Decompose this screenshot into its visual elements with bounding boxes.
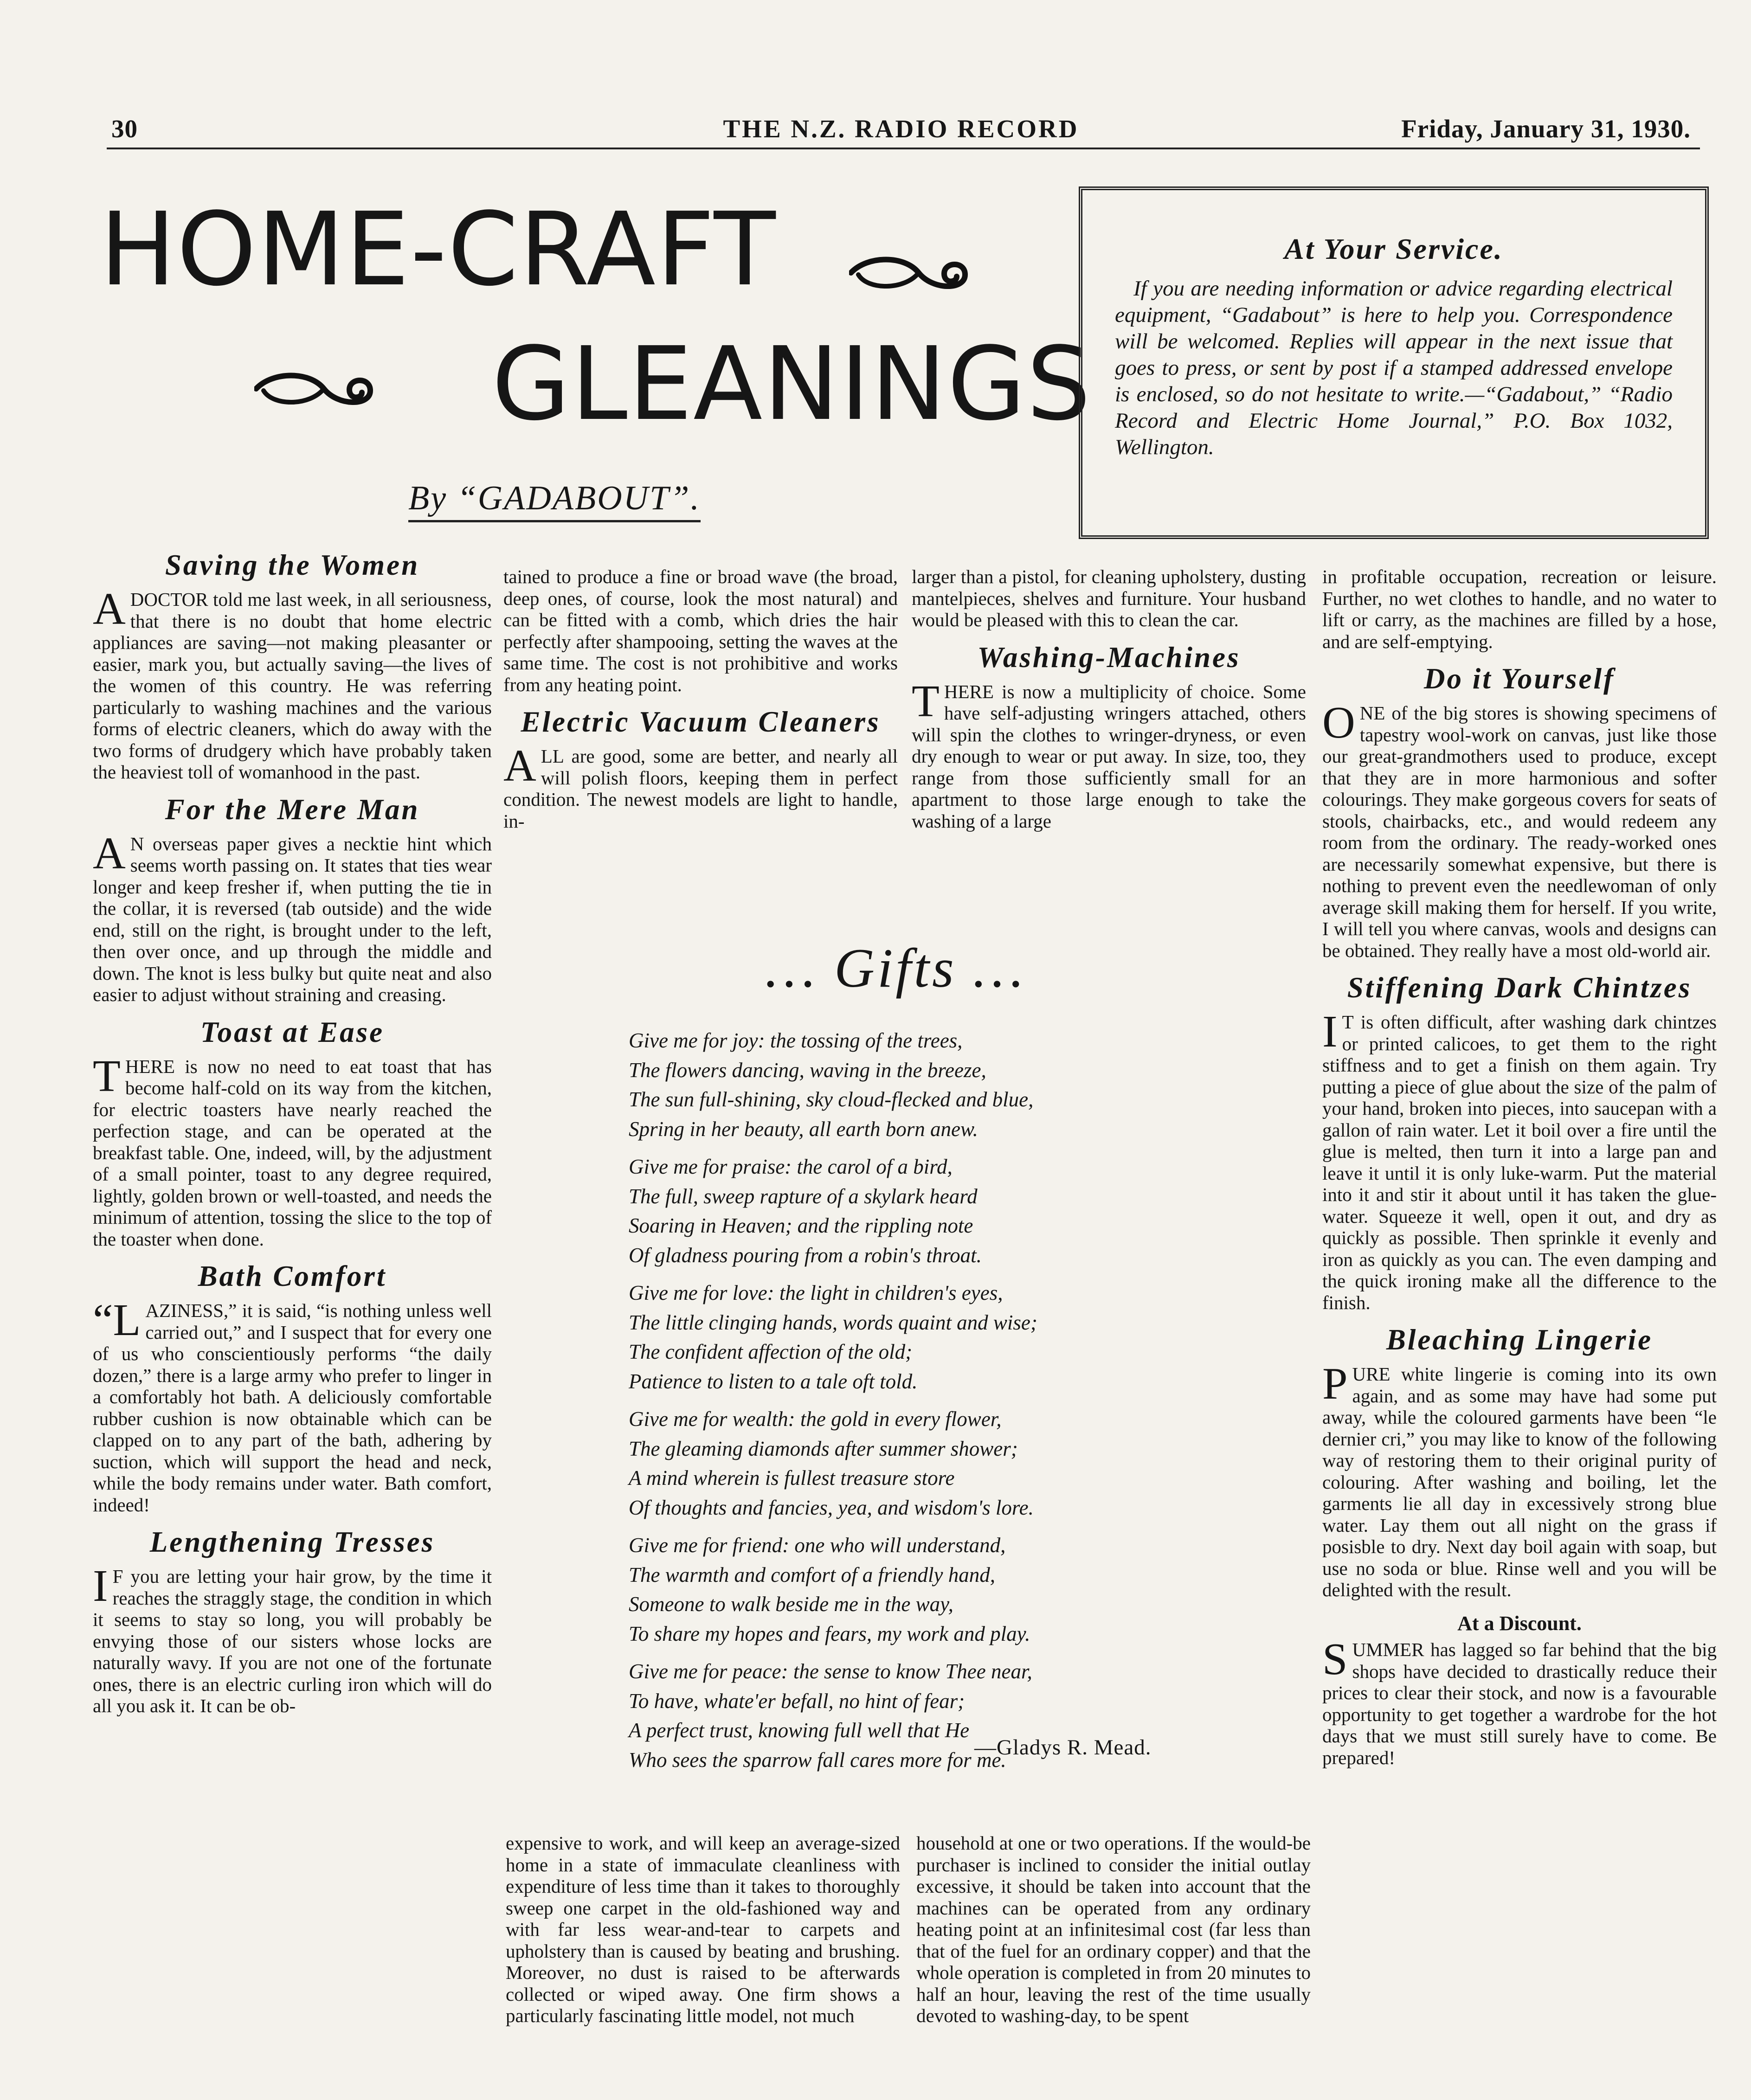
poem-line: Someone to walk beside me in the way, <box>629 1593 953 1616</box>
page-header <box>111 114 1691 151</box>
drop-cap: T <box>912 676 940 726</box>
article-stiffening-dark-chintzes: I T is often difficult, after washing dark chintzes or printed calicoes, to get them to the right stiffness and to get a finish on them again. Try putting a piece of glue about the size of the palm of your hand, broken into pieces, into saucepan with a gallon of rain water. Let it boil over a fire until the glue is melted, then turn it into a large pan and leave it until it is only luke-warm. Put the material into it and stir it about until it has taken the glue-water. Squeeze it well, open it out, and dry as quickly as possible. Then sprinkle it evenly and iron as quickly as you can. The even damping and the quick ironing make all the difference to the finish. <box>1322 1007 1717 1313</box>
heading-do-it-yourself: Do it Yourself <box>1424 662 1615 695</box>
column-1 <box>93 550 492 1723</box>
article-washing-machines: THERE is now a multiplicity of choice. Some have self-adjusting wringers attached, others will spin the clothes to wringer-dryness, or even dry enough to wear or put away. In size, too, they range from those sufficiently small for an apartment to those large enough to take the washing of a large <box>912 676 1306 832</box>
poem-line: The full, sweep rapture of a skylark heard <box>629 1184 978 1208</box>
column-3-top <box>912 566 1306 838</box>
poem-line: The flowers dancing, waving in the breeze, <box>629 1058 986 1082</box>
poem-line: The confident affection of the old; <box>629 1340 913 1363</box>
column-4 <box>1322 566 1717 1775</box>
poem-line: Who sees the sparrow fall cares more for me. <box>629 1748 1006 1772</box>
poem-line: Spring in her beauty, all earth born anew. <box>629 1117 978 1141</box>
drop-cap: I <box>1322 1007 1338 1057</box>
article-for-the-mere-man: A N overseas paper gives a necktie hint which seems worth passing on. It states that ties wear longer and keep fresher if, when putting the tie in the collar, it is reversed (tab outside) and the wide end, still on the right, is brought under to the left, then over once, and up through the middle and down. The knot is less bulky but quite neat and also easier to adjust without straining and creasing. <box>93 828 492 1005</box>
drop-cap: “L <box>93 1295 141 1345</box>
poem-stanza <box>629 1152 1176 1270</box>
poem-author: —Gladys R. Mead. <box>974 1735 1152 1760</box>
column-2-bottom <box>506 1832 900 2033</box>
drop-cap: A <box>93 828 126 879</box>
article-lengthening-tresses: I F you are letting your hair grow, by the time it reaches the straggly stage, the condition in which it seems to stay so long, you will probably be envying those of our sisters whose locks are naturally wavy. If you are not one of the fortunate ones, there is an electric curling iron which will do all you ask it. It can be ob- <box>93 1561 492 1716</box>
drop-cap: A <box>503 741 536 791</box>
poem-line: Of gladness pouring from a robin's throat. <box>629 1243 982 1267</box>
heading-washing-machines: Washing-Machines <box>977 641 1241 674</box>
continued-vacuum-cleaners: larger than a pistol, for cleaning upholstery, dusting mantelpieces, shelves and furniture. Your husband would be pleased with this to clean the car. <box>912 566 1306 630</box>
heading-at-a-discount: At a Discount. <box>1457 1612 1582 1635</box>
poem-line: To have, whate'er befall, no hint of fear; <box>629 1689 965 1713</box>
drop-cap: A <box>93 584 126 634</box>
poem-line: The little clinging hands, words quaint and wise; <box>629 1310 1037 1334</box>
poem-line: Give me for praise: the carol of a bird, <box>629 1155 953 1178</box>
masthead-title-line1: HOME-CRAFT <box>100 191 777 308</box>
poem-stanza <box>629 1026 1176 1144</box>
poem-gifts <box>629 1026 1176 1783</box>
continued-washing-machines: household at one or two operations. If the would-be purchaser is inclined to consider the initial outlay excessive, it should be taken into account that the machines can be operated from any ordinary heating point at an infinitesimal cost (far less than that of the fuel for an ordinary copper) and that the whole operation is completed in from 20 minutes to half an hour, leaving the rest of the time usually devoted to washing-day, to be spent <box>916 1832 1311 2026</box>
continued-vacuum-economy: expensive to work, and will keep an average-sized home in a state of immaculate cleanliness with expenditure of less time than it takes to thoroughly sweep one carpet in the old-fashioned way and with far less wear-and-tear to carpets and upholstery than is caused by beating and brushing. Moreover, no dust is raised to be afterwards collected or wiped away. One firm shows a particularly fascinating little model, not much <box>506 1832 900 2026</box>
continued-washing-leisure: in profitable occupation, recreation or leisure. Further, no wet clothes to handle, and no water to lift or carry, as the machines are filled by a hose, and are self-emptying. <box>1322 566 1717 652</box>
heading-stiffening-dark-chintzes: Stiffening Dark Chintzes <box>1347 971 1692 1004</box>
heading-saving-the-women: Saving the Women <box>165 549 420 581</box>
at-your-service-box <box>1079 186 1709 539</box>
poem-line: The warmth and comfort of a friendly hand, <box>629 1563 995 1586</box>
page-number: 30 <box>111 115 138 143</box>
drop-cap: S <box>1322 1634 1348 1684</box>
poem-line: The sun full-shining, sky cloud-flecked and blue, <box>629 1088 1034 1111</box>
heading-electric-vacuum-cleaners: Electric Vacuum Cleaners <box>521 706 881 738</box>
drop-cap: T <box>93 1051 121 1101</box>
article-saving-the-women: ADOCTOR told me last week, in all seriousness, that there is no doubt that home electric appliances are saving—not making pleasanter or easier, mark you, but actually saving—the lives of the women of this country. He was referring particularly to washing machines and the various forms of electric cleaners, which do away with the two forms of drudgery which have probably taken the heaviest toll of womanhood in the past. <box>93 584 492 783</box>
poem-title: … Gifts … <box>765 937 1026 999</box>
drop-cap: P <box>1322 1359 1348 1409</box>
drop-cap: I <box>93 1561 108 1611</box>
heading-bath-comfort: Bath Comfort <box>198 1260 387 1292</box>
poem-line: The gleaming diamonds after summer shower; <box>629 1437 1018 1460</box>
column-2-top <box>503 566 898 838</box>
poem-line: Patience to listen to a tale oft told. <box>629 1369 918 1393</box>
poem-stanza <box>629 1278 1176 1396</box>
poem-stanza <box>629 1531 1176 1649</box>
poem-stanza <box>629 1405 1176 1522</box>
poem-line: A perfect trust, knowing full well that He <box>629 1719 970 1742</box>
poem-line: Give me for love: the light in children's eyes, <box>629 1281 1003 1304</box>
article-toast-at-ease: THERE is now no need to eat toast that has become half-cold on its way from the kitchen, for electric toasters have nearly reached the perfection stage, and can be operated at the breakfast table. One, indeed, will, by the adjustment of a small pointer, toast to any degree required, lightly, golden brown or well-toasted, and needs the minimum of attention, tossing the slice to the top of the toaster when done. <box>93 1051 492 1250</box>
paper-name: THE N.Z. RADIO RECORD <box>723 115 1079 143</box>
article-at-a-discount: SUMMER has lagged so far behind that the big shops have decided to drastically reduce their prices to clear their stock, and now is a favourable opportunity to get together a wardrobe for the hot days that we must still surely have to come. Be prepared! <box>1322 1634 1717 1768</box>
poem-line: Of thoughts and fancies, yea, and wisdom's lore. <box>629 1496 1034 1519</box>
heading-toast-at-ease: Toast at Ease <box>200 1015 385 1048</box>
scroll-ornament-left <box>254 366 376 411</box>
continued-curling-iron: tained to produce a fine or broad wave (the broad, deep ones, of course, look the most natural) and can be fitted with a comb, which dries the hair perfectly after shampooing, setting the waves at the same time. The cost is not prohibitive and works from any heating point. <box>503 566 898 695</box>
masthead-title-line2: GLEANINGS <box>492 326 1092 443</box>
poem-line: A mind wherein is fullest treasure store <box>629 1466 955 1490</box>
article-do-it-yourself: ONE of the big stores is showing specimens of tapestry wool-work on canvas, just like those our great-grandmothers used to produce, except that they are in more harmonious and softer colourings. They make gorgeous covers for seats of stools, chairbacks, etc., and would redeem any room from the ordinary. The ready-worked ones are necessarily somewhat expensive, but there is nothing to prevent even the needlewoman of only average skill making them for herself. If you write, I will tell you where canvas, wools and designs can be obtained. They really have a most old-world air. <box>1322 698 1717 961</box>
header-rule <box>107 148 1700 149</box>
scroll-ornament-right <box>849 250 971 295</box>
poem-line: Soaring in Heaven; and the rippling note <box>629 1214 973 1237</box>
heading-lengthening-tresses: Lengthening Tresses <box>149 1526 435 1558</box>
byline: By “GADABOUT”. <box>408 479 701 522</box>
issue-date: Friday, January 31, 1930. <box>1401 115 1691 143</box>
poem-line: Give me for peace: the sense to know Thee near, <box>629 1660 1032 1683</box>
poem-line: Give me for friend: one who will understand, <box>629 1534 1006 1557</box>
article-electric-vacuum-cleaners: ALL are good, some are better, and nearly all will polish floors, keeping them in perfect condition. The newest models are light to handle, in- <box>503 741 898 832</box>
poem-line: Give me for joy: the tossing of the trees, <box>629 1029 963 1052</box>
column-3-bottom <box>916 1832 1311 2033</box>
poem-line: Give me for wealth: the gold in every flower, <box>629 1407 1002 1431</box>
article-bath-comfort: “LAZINESS,” it is said, “is nothing unless well carried out,” and I suspect that for every one of us who conscientiously performs “the daily dozen,” there is a large army who prefer to linger in a comfortably hot bath. A deliciously comfortable rubber cushion is now obtainable which can be clapped on to any part of the bath, adhering by suction, which will support the head and neck, while the body remains under water. Bath comfort, indeed! <box>93 1295 492 1516</box>
service-box-body: If you are needing information or advice regarding electrical equipment, “Gadabout” is here to help you. Correspondence will be welcomed. Replies will appear in the next issue that goes to press, or sent by post if a stamped addressed envelope is enclosed, so do not hesitate to write.—“Gadabout,” “Radio Record and Electric Home Journal,” P.O. Box 1032, Wellington. <box>1115 276 1673 459</box>
drop-cap: O <box>1322 698 1355 748</box>
poem-line: To share my hopes and fears, my work and play. <box>629 1622 1030 1645</box>
article-bleaching-lingerie: PURE white lingerie is coming into its own again, and as some may have had some put away, while the coloured garments have been “le dernier cri,” you may like to know of the following way of restoring them to their original purity of colouring. After washing and boiling, let the garments lie all day in excessively strong blue water. Lay them out all night on the grass if posisble to dry. Next day boil again with soap, but use no soda or blue. Rinse well and you will be delighted with the result. <box>1322 1359 1717 1600</box>
heading-for-the-mere-man: For the Mere Man <box>165 793 420 826</box>
heading-bleaching-lingerie: Bleaching Lingerie <box>1386 1323 1653 1356</box>
service-box-title: At Your Service. <box>1284 232 1503 265</box>
